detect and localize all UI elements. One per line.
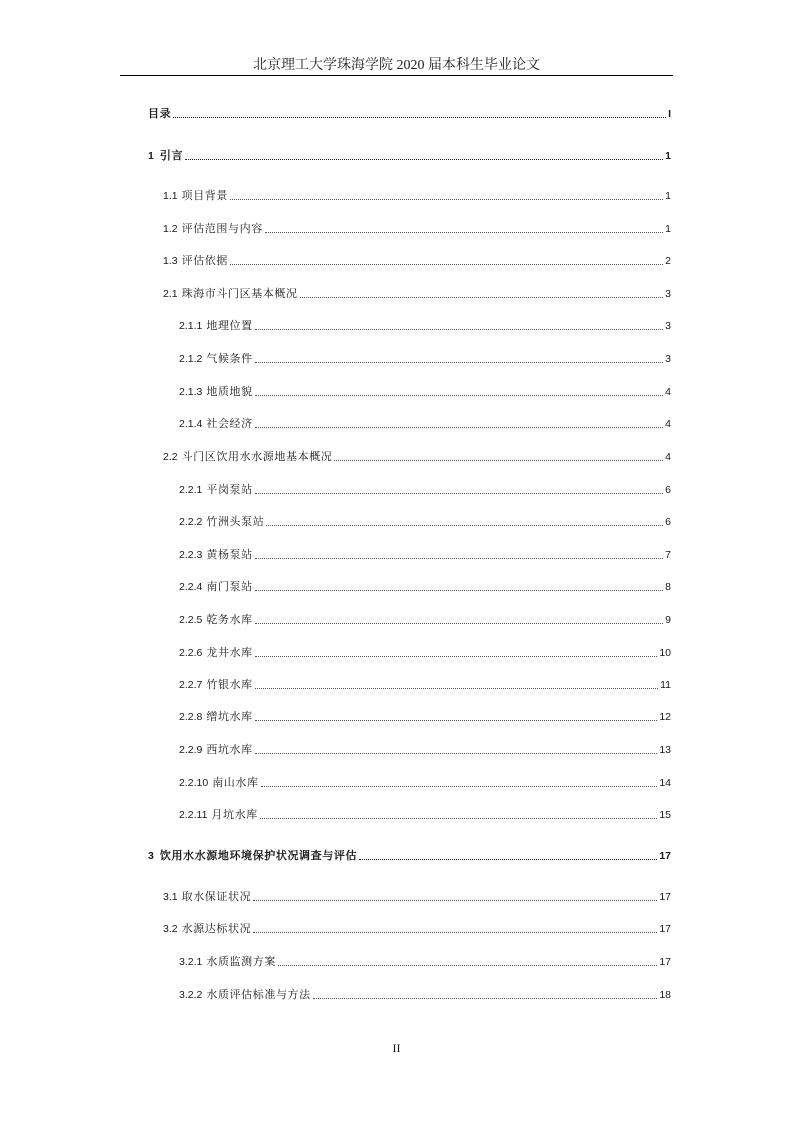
- toc-entry-title: 月坑水库: [211, 808, 258, 821]
- toc-entry-number: 2.2.10: [179, 777, 209, 789]
- toc-dot-leader: [255, 557, 663, 559]
- toc-entry-title: 评估范围与内容: [181, 222, 263, 235]
- toc-entry-title: 竹银水库: [206, 678, 253, 691]
- toc-dot-leader: [255, 687, 658, 689]
- toc-entry-title: 地理位置: [206, 319, 253, 332]
- toc-entry[interactable]: [179, 951, 671, 969]
- toc-dot-leader: [266, 524, 663, 526]
- toc-entry[interactable]: [179, 772, 671, 790]
- toc-entry-page: 17: [659, 956, 671, 968]
- toc-dot-leader: [185, 158, 663, 160]
- toc-entry-number: 3.2.1: [179, 956, 203, 968]
- toc-dot-leader: [255, 655, 658, 657]
- toc-entry[interactable]: [179, 804, 671, 822]
- toc-entry[interactable]: [163, 446, 671, 464]
- toc-entry[interactable]: [179, 413, 671, 431]
- toc-dot-leader: [255, 492, 663, 494]
- toc-entry-number: 2.2.4: [179, 581, 203, 593]
- toc-entry-title: 珠海市斗门区基本概况: [181, 287, 298, 300]
- page-header: 北京理工大学珠海学院 2020 届本科生毕业论文: [253, 58, 540, 73]
- toc-dot-leader: [253, 899, 657, 901]
- toc-dot-leader: [255, 719, 658, 721]
- toc-entry-number: 2.2.2: [179, 516, 203, 528]
- toc-entry[interactable]: [148, 845, 671, 863]
- toc-entry-number: 2.1: [163, 288, 178, 300]
- toc-entry-title: 评估依据: [181, 254, 229, 267]
- toc-entry[interactable]: [179, 576, 671, 594]
- toc-entry-number: 1: [148, 150, 154, 162]
- toc-dot-leader: [265, 231, 663, 233]
- toc-entry[interactable]: [179, 315, 671, 333]
- toc-entry-page: 17: [659, 923, 671, 935]
- toc-entry-number: 3.2.2: [179, 989, 203, 1001]
- toc-dot-leader: [255, 394, 663, 396]
- toc-entry-page: 6: [665, 516, 671, 528]
- toc-entry-page: 3: [665, 320, 671, 332]
- toc-dot-leader: [230, 198, 663, 200]
- toc-entry-page: 1: [665, 223, 671, 235]
- toc-entry-number: 2.2.6: [179, 647, 203, 659]
- toc-entry-title: 水质监测方案: [206, 955, 276, 968]
- toc-entry[interactable]: [179, 511, 671, 529]
- toc-entry-title: 水源达标状况: [181, 922, 252, 935]
- toc-entry[interactable]: [179, 739, 671, 757]
- toc-entry-page: 7: [665, 549, 671, 561]
- toc-entry[interactable]: [163, 218, 671, 236]
- toc-entry-number: 3.2: [163, 923, 178, 935]
- toc-entry[interactable]: [179, 609, 671, 627]
- toc-dot-leader: [261, 785, 658, 787]
- toc-entry-number: 2.2.11: [179, 809, 208, 821]
- toc-entry-number: 2.2.5: [179, 614, 203, 626]
- toc-entry-title: 龙井水库: [206, 646, 253, 659]
- page-number: II: [392, 1041, 401, 1055]
- toc-dot-leader: [255, 426, 663, 428]
- toc-entry-number: 2.1.1: [179, 320, 203, 332]
- toc-entry-page: 11: [660, 679, 671, 691]
- toc-entry-page: 3: [665, 288, 671, 300]
- toc-entry-number: 1.1: [163, 190, 178, 202]
- toc-entry[interactable]: [163, 918, 671, 936]
- toc-entry[interactable]: [163, 886, 671, 904]
- toc-entry-number: 2.2: [163, 451, 178, 463]
- toc-entry-page: 18: [659, 989, 671, 1001]
- toc-dot-leader: [334, 459, 663, 461]
- toc-entry-title: 地质地貌: [206, 385, 253, 398]
- toc-entry-title: 饮用水水源地环境保护状况调查与评估: [159, 849, 358, 862]
- toc-entry[interactable]: [148, 145, 671, 163]
- toc-entry-number: 2.2.7: [179, 679, 203, 691]
- toc-dot-leader: [255, 328, 663, 330]
- toc-dot-leader: [260, 817, 657, 819]
- toc-entry[interactable]: [163, 250, 671, 268]
- toc-entry-title: 项目背景: [181, 189, 229, 202]
- toc-entry-number: 2.2.9: [179, 744, 203, 756]
- toc-entry-page: 8: [665, 581, 671, 593]
- toc-entry-title: 乾务水库: [206, 613, 253, 626]
- toc-entry-number: 2.1.3: [179, 386, 203, 398]
- toc-entry-page: 4: [665, 386, 671, 398]
- toc-entry-number: 2.1.4: [179, 418, 203, 430]
- toc-dot-leader: [255, 622, 663, 624]
- toc-entry-page: 3: [665, 353, 671, 365]
- toc-entry-page: 4: [665, 418, 671, 430]
- toc-entry-page: I: [668, 108, 671, 120]
- toc-entry-page: 14: [659, 777, 671, 789]
- toc-entry[interactable]: [179, 381, 671, 399]
- toc-entry-title: 目录: [148, 107, 172, 120]
- toc-dot-leader: [230, 263, 663, 265]
- toc-entry-page: 6: [665, 484, 671, 496]
- toc-entry-number: 2.2.3: [179, 549, 203, 561]
- toc-entry[interactable]: [179, 642, 671, 660]
- toc-entry-title: 竹洲头泵站: [206, 515, 265, 528]
- toc-dot-leader: [313, 997, 658, 999]
- toc-entry-number: 2.2.1: [179, 484, 203, 496]
- toc-entry-title: 南门泵站: [206, 580, 253, 593]
- toc-entry-title: 气候条件: [206, 352, 253, 365]
- toc-entry-page: 1: [665, 190, 671, 202]
- toc-entry-number: 2.1.2: [179, 353, 203, 365]
- toc-dot-leader: [173, 116, 666, 118]
- toc-entry[interactable]: [179, 984, 671, 1002]
- toc-dot-leader: [278, 964, 657, 966]
- toc-entry-title: 西坑水库: [206, 743, 253, 756]
- toc-dot-leader: [253, 931, 657, 933]
- toc-entry-page: 17: [659, 850, 671, 862]
- toc-entry-title: 水质评估标准与方法: [206, 988, 311, 1001]
- toc-entry-title: 取水保证状况: [181, 890, 252, 903]
- toc-entry[interactable]: [179, 544, 671, 562]
- toc-entry-page: 2: [665, 255, 671, 267]
- toc-dot-leader: [359, 858, 657, 860]
- toc-entry-page: 12: [659, 711, 671, 723]
- toc-entry-number: 1.3: [163, 255, 178, 267]
- toc-entry[interactable]: [179, 706, 671, 724]
- toc-entry[interactable]: [148, 103, 671, 121]
- toc-entry-page: 10: [659, 647, 671, 659]
- toc-entry-number: 2.2.8: [179, 711, 203, 723]
- toc-entry-title: 平岗泵站: [206, 483, 253, 496]
- toc-entry[interactable]: [179, 674, 671, 692]
- toc-entry[interactable]: [163, 185, 671, 203]
- toc-entry-page: 9: [665, 614, 671, 626]
- toc-dot-leader: [255, 589, 663, 591]
- toc-entry[interactable]: [179, 479, 671, 497]
- toc-entry-title: 引言: [159, 149, 184, 162]
- toc-entry-title: 缯坑水库: [206, 710, 253, 723]
- toc-entry-page: 1: [665, 150, 671, 162]
- toc-entry-page: 13: [659, 744, 671, 756]
- toc-entry-number: 3: [148, 850, 154, 862]
- toc-entry-page: 17: [659, 891, 671, 903]
- toc-entry-page: 4: [665, 451, 671, 463]
- toc-entry-number: 3.1: [163, 891, 178, 903]
- toc-entry-title: 社会经济: [206, 417, 253, 430]
- toc-entry-number: 1.2: [163, 223, 178, 235]
- toc-entry-title: 斗门区饮用水水源地基本概况: [181, 450, 333, 463]
- toc-dot-leader: [300, 296, 664, 298]
- toc-dot-leader: [255, 752, 658, 754]
- toc-entry-title: 南山水库: [212, 776, 259, 789]
- toc-dot-leader: [255, 361, 663, 363]
- toc-entry[interactable]: [179, 348, 671, 366]
- toc-entry[interactable]: [163, 283, 671, 301]
- toc-entry-page: 15: [659, 809, 671, 821]
- toc-entry-title: 黄杨泵站: [206, 548, 253, 561]
